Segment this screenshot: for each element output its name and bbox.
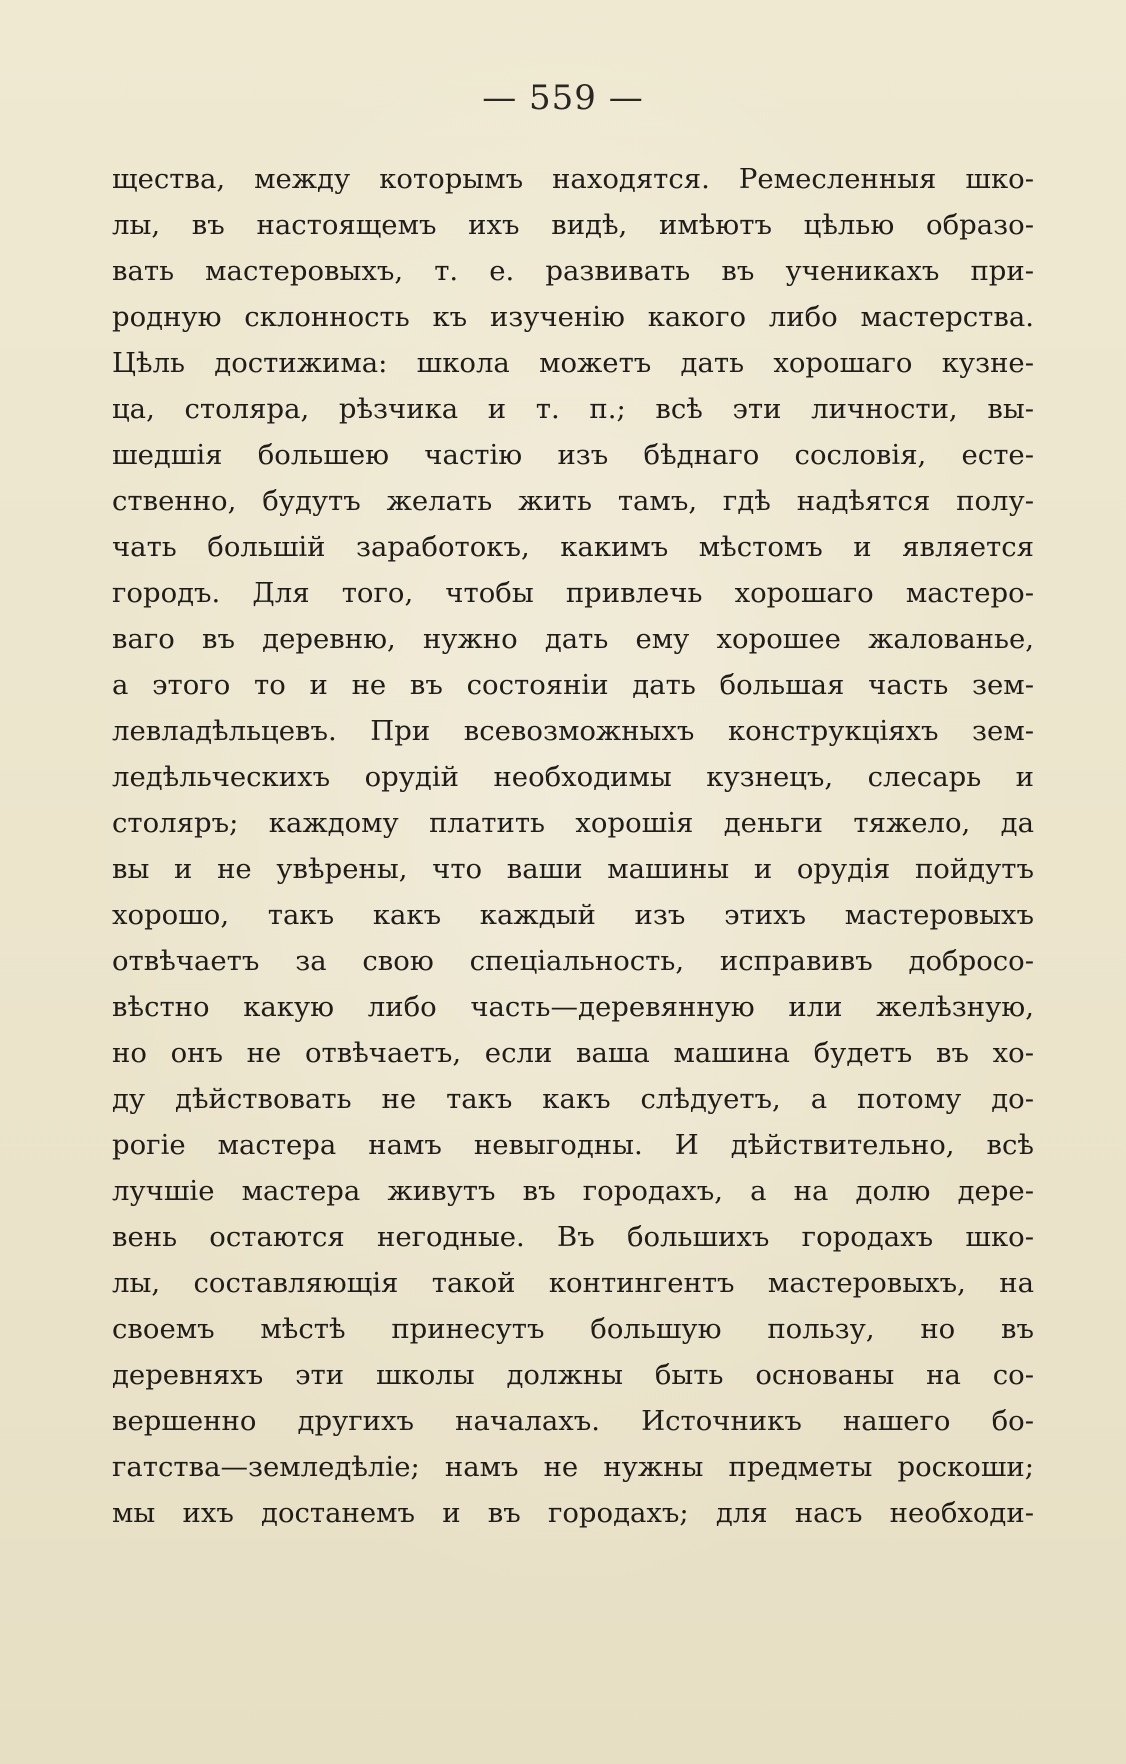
text-line: мы ихъ достанемъ и въ городахъ; для насъ необходи- bbox=[112, 1497, 1034, 1529]
text-line: вершенно другихъ началахъ. Источникъ нашего бо- bbox=[112, 1405, 1034, 1437]
text-line: лы, составляющiя такой контингентъ мастеровыхъ, на bbox=[112, 1267, 1034, 1299]
text-line: городъ. Для того, чтобы привлечь хорошаго мастеро- bbox=[112, 577, 1034, 609]
page-number: — 559 — bbox=[482, 78, 644, 118]
text-line: вѣстно какую либо часть—деревянную или желѣзную, bbox=[112, 991, 1034, 1023]
text-line: родную склонность къ изученiю какого либо мастерства. bbox=[112, 301, 1034, 333]
text-line: лучшiе мастера живутъ въ городахъ, а на долю дере- bbox=[112, 1175, 1034, 1207]
text-line: лы, въ настоящемъ ихъ видѣ, имѣютъ цѣлью образо- bbox=[112, 209, 1034, 241]
body-text bbox=[112, 156, 1034, 1536]
text-line: гатства—земледѣлiе; намъ не нужны предметы роскоши; bbox=[112, 1451, 1034, 1483]
text-line: отвѣчаетъ за свою спецiальность, исправивъ добросо- bbox=[112, 945, 1034, 977]
text-line: деревняхъ эти школы должны быть основаны на со- bbox=[112, 1359, 1034, 1391]
text-line: ца, столяра, рѣзчика и т. п.; всѣ эти личности, вы- bbox=[112, 393, 1034, 425]
text-line: вать мастеровыхъ, т. е. развивать въ ученикахъ при- bbox=[112, 255, 1034, 287]
text-line: щества, между которымъ находятся. Ремесленныя шко- bbox=[112, 163, 1034, 195]
text-line: ду дѣйствовать не такъ какъ слѣдуетъ, а потому до- bbox=[112, 1083, 1034, 1115]
text-line: столяръ; каждому платить хорошiя деньги тяжело, да bbox=[112, 807, 1034, 839]
text-line: но онъ не отвѣчаетъ, если ваша машина будетъ въ хо- bbox=[112, 1037, 1034, 1069]
text-line: ваго въ деревню, нужно дать ему хорошее жалованье, bbox=[112, 623, 1034, 655]
text-line: шедшiя большею частiю изъ бѣднаго сословiя, есте- bbox=[112, 439, 1034, 471]
text-line: ственно, будутъ желать жить тамъ, гдѣ надѣятся полу- bbox=[112, 485, 1034, 517]
text-line: Цѣль достижима: школа можетъ дать хорошаго кузне- bbox=[112, 347, 1034, 379]
text-line: левладѣльцевъ. При всевозможныхъ конструкцiяхъ зем- bbox=[112, 715, 1034, 747]
text-line: а этого то и не въ состоянiи дать большая часть зем- bbox=[112, 669, 1034, 701]
text-line: ледѣльческихъ орудiй необходимы кузнецъ, слесарь и bbox=[112, 761, 1034, 793]
text-line: вы и не увѣрены, что ваши машины и орудiя пойдутъ bbox=[112, 853, 1034, 885]
text-line: чать большiй заработокъ, какимъ мѣстомъ и является bbox=[112, 531, 1034, 563]
text-line: рогiе мастера намъ невыгодны. И дѣйствительно, всѣ bbox=[112, 1129, 1034, 1161]
text-line: своемъ мѣстѣ принесутъ большую пользу, но въ bbox=[112, 1313, 1034, 1345]
text-line: вень остаются негодные. Въ большихъ городахъ шко- bbox=[112, 1221, 1034, 1253]
text-line: хорошо, такъ какъ каждый изъ этихъ мастеровыхъ bbox=[112, 899, 1034, 931]
